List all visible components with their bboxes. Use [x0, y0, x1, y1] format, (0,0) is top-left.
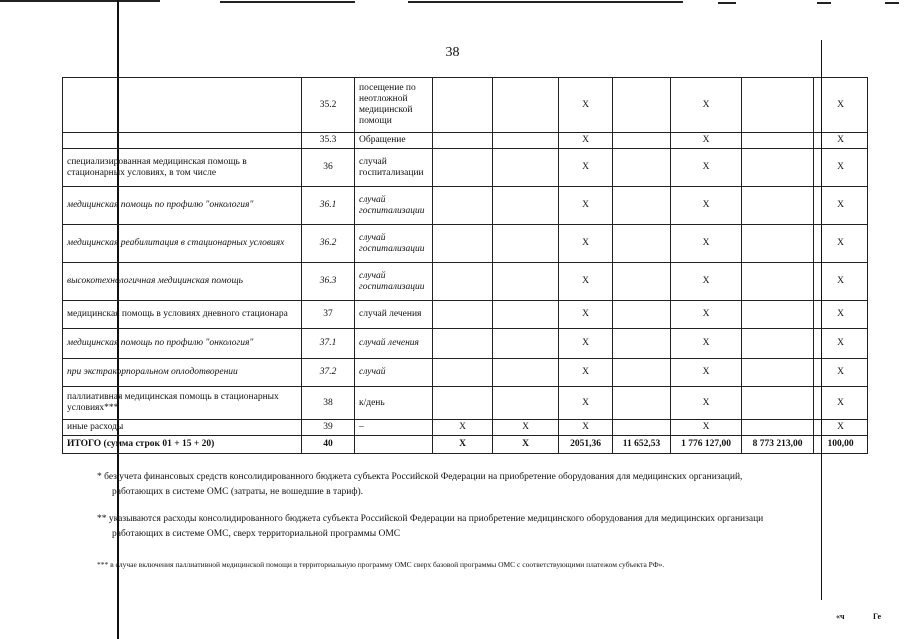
row-number: 37: [302, 301, 355, 329]
value-cell: X: [814, 387, 868, 420]
value-cell: X: [671, 359, 742, 387]
value-cell: X: [814, 187, 868, 225]
row-name: [63, 78, 302, 133]
scan-top-line: [0, 0, 160, 2]
row-number: 37.1: [302, 329, 355, 359]
value-cell: 11 652,53: [613, 436, 671, 454]
table-row: [63, 436, 868, 454]
footnote-1-line-1: * без учета финансовых средств консолидированного бюджета субъекта Российской Федерации на приобретение оборудования для медицинских организаций,: [97, 472, 743, 482]
value-cell: [613, 78, 671, 133]
value-cell: [742, 263, 814, 301]
footnote-1: [97, 470, 897, 500]
row-name: медицинская помощь по профилю "онкология": [63, 187, 302, 225]
unit-of-measure: Обращение: [355, 133, 433, 149]
corner-mark: Ге: [873, 612, 882, 621]
value-cell: X: [814, 149, 868, 187]
value-cell: [742, 149, 814, 187]
row-number: 37.2: [302, 359, 355, 387]
value-cell: X: [671, 263, 742, 301]
value-cell: X: [814, 420, 868, 436]
unit-of-measure: случай госпитализации: [355, 187, 433, 225]
row-number: 36.3: [302, 263, 355, 301]
value-cell: X: [671, 225, 742, 263]
value-cell: [433, 225, 493, 263]
value-cell: [613, 149, 671, 187]
scan-top-line: [817, 2, 831, 4]
value-cell: [613, 329, 671, 359]
unit-of-measure: случай лечения: [355, 301, 433, 329]
row-number: 36.1: [302, 187, 355, 225]
unit-of-measure: случай госпитализации: [355, 149, 433, 187]
unit-of-measure: случай госпитализации: [355, 263, 433, 301]
value-cell: [433, 187, 493, 225]
page-number: 38: [445, 45, 460, 60]
value-cell: X: [671, 149, 742, 187]
value-cell: [493, 301, 559, 329]
value-cell: X: [671, 301, 742, 329]
table-row: [63, 420, 868, 436]
unit-of-measure: –: [355, 420, 433, 436]
unit-of-measure: случай госпитализации: [355, 225, 433, 263]
value-cell: X: [559, 78, 613, 133]
row-number: 36.2: [302, 225, 355, 263]
value-cell: X: [493, 436, 559, 454]
value-cell: X: [559, 420, 613, 436]
row-name: медицинская помощь в условиях дневного стационара: [63, 301, 302, 329]
unit-of-measure: [355, 436, 433, 454]
scan-top-line: [885, 2, 899, 4]
footnote-2: [97, 512, 897, 542]
footnote-2-line-1: ** указываются расходы консолидированного бюджета субъекта Российской Федерации на приобретение медицинского оборудования для медицинских организаци: [97, 514, 764, 524]
value-cell: [613, 133, 671, 149]
value-cell: X: [671, 387, 742, 420]
value-cell: [613, 387, 671, 420]
value-cell: [493, 359, 559, 387]
row-number: 39: [302, 420, 355, 436]
footnote-3: *** в случае включения паллиативной медицинской помощи в территориальную программу ОМС сверх базовой программы ОМС с соответствующими платежом субъекта РФ».: [97, 560, 665, 569]
table-row: [63, 263, 868, 301]
value-cell: X: [559, 263, 613, 301]
value-cell: X: [559, 387, 613, 420]
row-name: специализированная медицинская помощь в стационарных условиях, в том числе: [63, 149, 302, 187]
value-cell: X: [559, 133, 613, 149]
unit-of-measure: случай: [355, 359, 433, 387]
footnote-1-line-2: работающих в системе ОМС (затраты, не вошедшие в тариф).: [112, 487, 364, 497]
value-cell: [742, 78, 814, 133]
value-cell: [433, 301, 493, 329]
row-name: ИТОГО (сумма строк 01 + 15 + 20): [63, 436, 302, 454]
value-cell: [613, 420, 671, 436]
row-name: медицинская реабилитация в стационарных условиях: [63, 225, 302, 263]
table-row: [63, 187, 868, 225]
value-cell: X: [433, 436, 493, 454]
value-cell: [493, 78, 559, 133]
value-cell: X: [671, 329, 742, 359]
value-cell: X: [671, 420, 742, 436]
value-cell: [433, 149, 493, 187]
row-name: иные расходы: [63, 420, 302, 436]
value-cell: [742, 187, 814, 225]
row-name: при экстракорпоральном оплодотворении: [63, 359, 302, 387]
value-cell: [433, 78, 493, 133]
row-name: [63, 133, 302, 149]
value-cell: [742, 133, 814, 149]
table-row: [63, 149, 868, 187]
value-cell: X: [814, 133, 868, 149]
value-cell: [433, 133, 493, 149]
value-cell: [742, 301, 814, 329]
row-name: высокотехнологичная медицинская помощь: [63, 263, 302, 301]
row-name: паллиативная медицинская помощь в стационарных условиях***: [63, 387, 302, 420]
scan-top-line: [408, 1, 683, 3]
value-cell: [613, 301, 671, 329]
value-cell: [742, 420, 814, 436]
row-number: 36: [302, 149, 355, 187]
value-cell: [433, 329, 493, 359]
value-cell: X: [671, 133, 742, 149]
value-cell: [742, 387, 814, 420]
row-name: медицинская помощь по профилю "онкология": [63, 329, 302, 359]
value-cell: [613, 187, 671, 225]
corner-mark: «ч: [836, 612, 845, 621]
value-cell: X: [814, 359, 868, 387]
expenses-table: [62, 77, 868, 454]
value-cell: X: [559, 225, 613, 263]
footnote-2-line-2: работающих в системе ОМС, сверх территориальной программы ОМС: [112, 529, 401, 539]
value-cell: 2051,36: [559, 436, 613, 454]
table-row: [63, 78, 868, 133]
value-cell: [493, 149, 559, 187]
value-cell: [493, 263, 559, 301]
value-cell: X: [671, 78, 742, 133]
value-cell: X: [814, 225, 868, 263]
unit-of-measure: случай лечения: [355, 329, 433, 359]
value-cell: [742, 359, 814, 387]
value-cell: [742, 225, 814, 263]
value-cell: X: [671, 187, 742, 225]
value-cell: X: [559, 301, 613, 329]
value-cell: X: [814, 329, 868, 359]
value-cell: X: [559, 359, 613, 387]
table-row: [63, 359, 868, 387]
value-cell: X: [433, 420, 493, 436]
value-cell: [742, 329, 814, 359]
value-cell: X: [559, 187, 613, 225]
value-cell: [433, 387, 493, 420]
table-row: [63, 133, 868, 149]
unit-of-measure: к/день: [355, 387, 433, 420]
value-cell: [613, 359, 671, 387]
row-number: 38: [302, 387, 355, 420]
unit-of-measure: посещение по неотложной медицинской помощи: [355, 78, 433, 133]
value-cell: [613, 225, 671, 263]
row-number: 35.2: [302, 78, 355, 133]
value-cell: 8 773 213,00: [742, 436, 814, 454]
value-cell: X: [814, 301, 868, 329]
value-cell: [433, 263, 493, 301]
value-cell: [493, 387, 559, 420]
value-cell: [493, 225, 559, 263]
row-number: 35.3: [302, 133, 355, 149]
value-cell: X: [559, 329, 613, 359]
value-cell: X: [559, 149, 613, 187]
value-cell: X: [493, 420, 559, 436]
row-number: 40: [302, 436, 355, 454]
value-cell: [613, 263, 671, 301]
table-row: [63, 329, 868, 359]
value-cell: [493, 329, 559, 359]
table-row: [63, 225, 868, 263]
value-cell: 100,00: [814, 436, 868, 454]
scan-top-line: [220, 1, 355, 3]
value-cell: X: [814, 78, 868, 133]
value-cell: 1 776 127,00: [671, 436, 742, 454]
value-cell: [493, 133, 559, 149]
table-row: [63, 301, 868, 329]
table-row: [63, 387, 868, 420]
value-cell: [493, 187, 559, 225]
value-cell: X: [814, 263, 868, 301]
value-cell: [433, 359, 493, 387]
scan-top-line: [718, 2, 736, 4]
